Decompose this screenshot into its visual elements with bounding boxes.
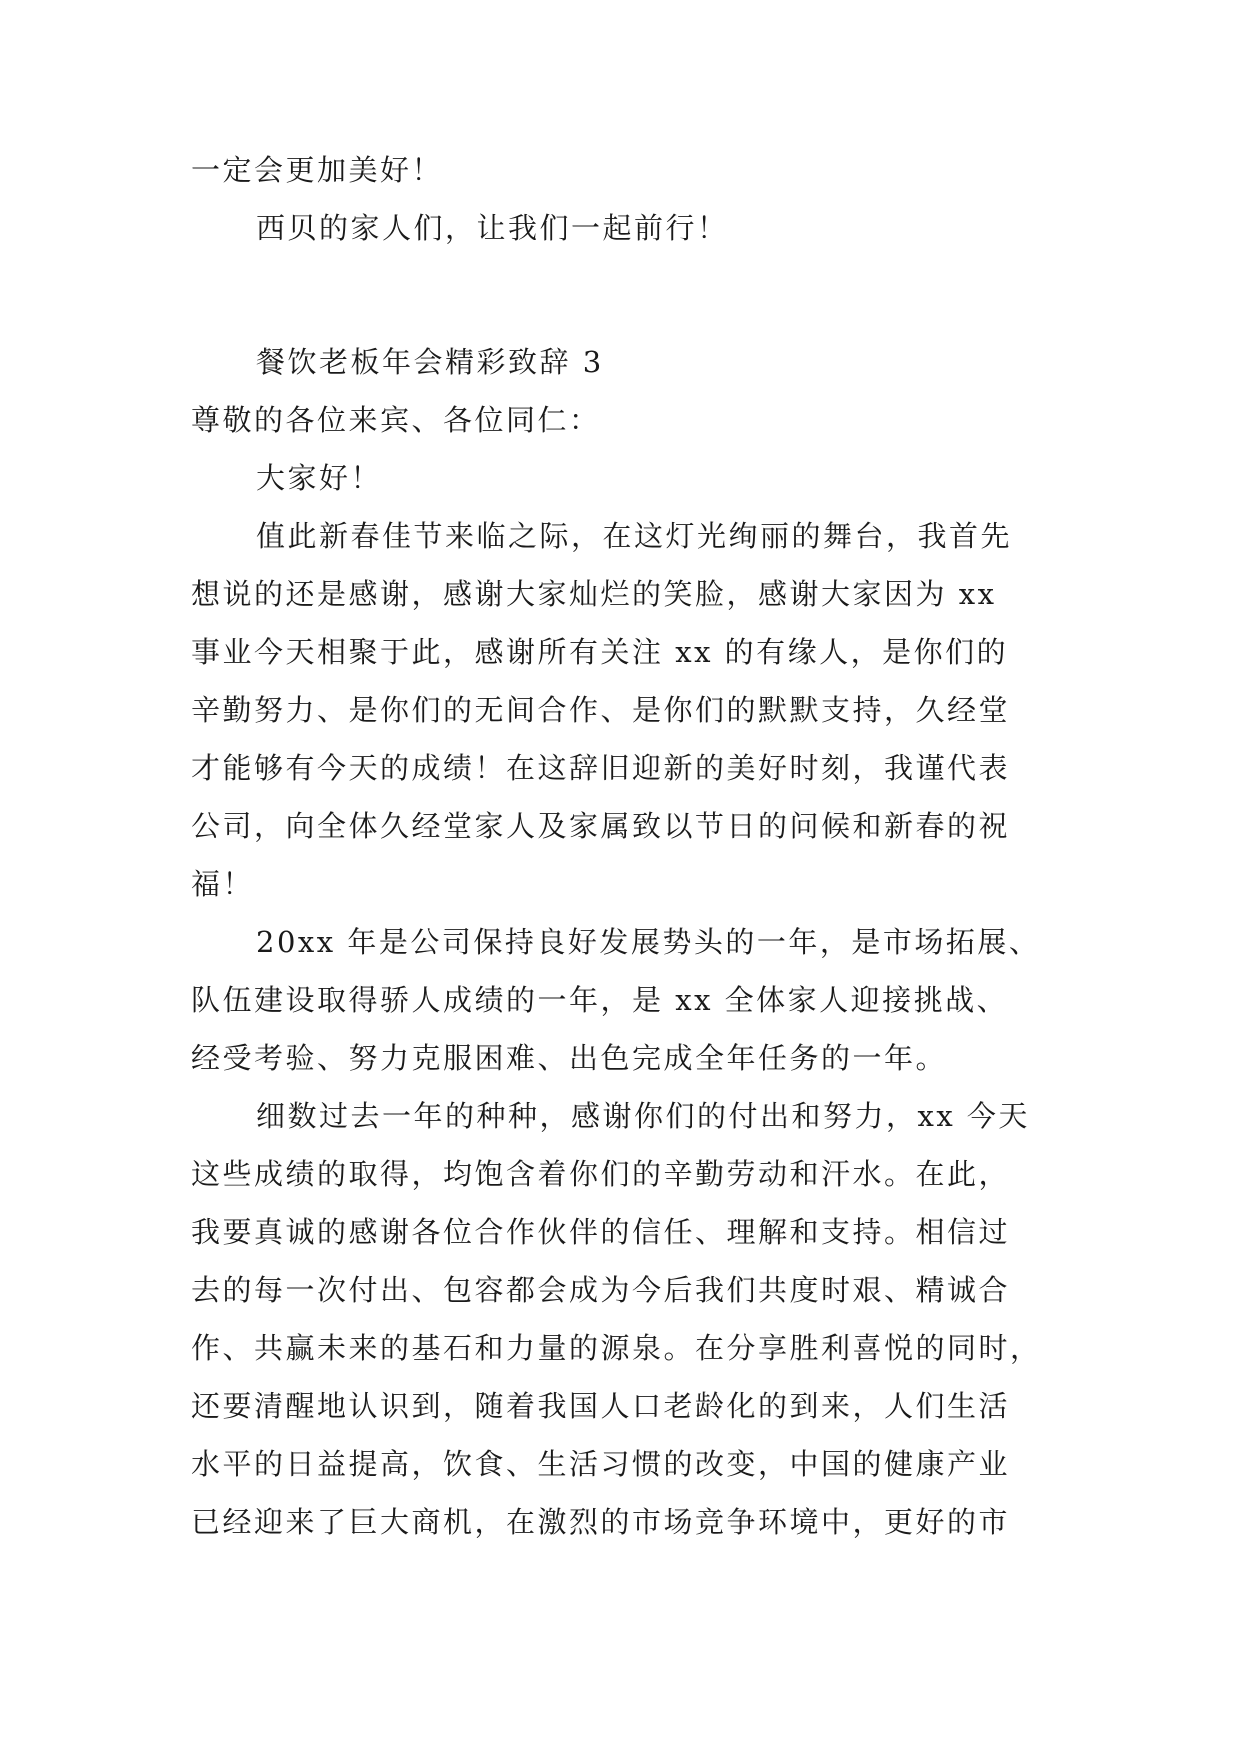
- text-line: 辛勤努力、是你们的无间合作、是你们的默默支持，久经堂: [191, 693, 1011, 727]
- text-line: 福！: [191, 867, 255, 901]
- text-line: 想说的还是感谢，感谢大家灿烂的笑脸，感谢大家因为 xx: [191, 577, 997, 611]
- text-line: 一定会更加美好！: [191, 153, 444, 187]
- text-line: 事业今天相聚于此，感谢所有关注 xx 的有缘人，是你们的: [191, 635, 1009, 669]
- text-line: 作、共赢未来的基石和力量的源泉。在分享胜利喜悦的同时，: [191, 1331, 1042, 1365]
- text-line: 队伍建设取得骄人成绩的一年，是 xx 全体家人迎接挑战、: [191, 983, 1009, 1017]
- text-line: 20xx 年是公司保持良好发展势头的一年，是市场拓展、: [256, 925, 1041, 959]
- text-line: 我要真诚的感谢各位合作伙伴的信任、理解和支持。相信过: [191, 1215, 1011, 1249]
- text-line: 水平的日益提高，饮食、生活习惯的改变，中国的健康产业: [191, 1447, 1011, 1481]
- text-line: 细数过去一年的种种，感谢你们的付出和努力，xx 今天: [256, 1099, 1030, 1133]
- text-line: 经受考验、努力克服困难、出色完成全年任务的一年。: [191, 1041, 948, 1075]
- text-line: 这些成绩的取得，均饱含着你们的辛勤劳动和汗水。在此，: [191, 1157, 1011, 1191]
- text-line: 去的每一次付出、包容都会成为今后我们共度时艰、精诚合: [191, 1273, 1011, 1307]
- section-heading: 餐饮老板年会精彩致辞 3: [256, 345, 604, 379]
- text-line: 值此新春佳节来临之际，在这灯光绚丽的舞台，我首先: [256, 519, 1013, 553]
- text-line: 才能够有今天的成绩！在这辞旧迎新的美好时刻，我谨代表: [191, 751, 1011, 785]
- text-line: 西贝的家人们，让我们一起前行！: [256, 211, 729, 245]
- greeting: 大家好！: [256, 461, 383, 495]
- salutation: 尊敬的各位来宾、各位同仁：: [191, 403, 601, 437]
- text-line: 公司，向全体久经堂家人及家属致以节日的问候和新春的祝: [191, 809, 1011, 843]
- text-line: 还要清醒地认识到，随着我国人口老龄化的到来，人们生活: [191, 1389, 1011, 1423]
- text-line: 已经迎来了巨大商机，在激烈的市场竞争环境中，更好的市: [191, 1505, 1011, 1539]
